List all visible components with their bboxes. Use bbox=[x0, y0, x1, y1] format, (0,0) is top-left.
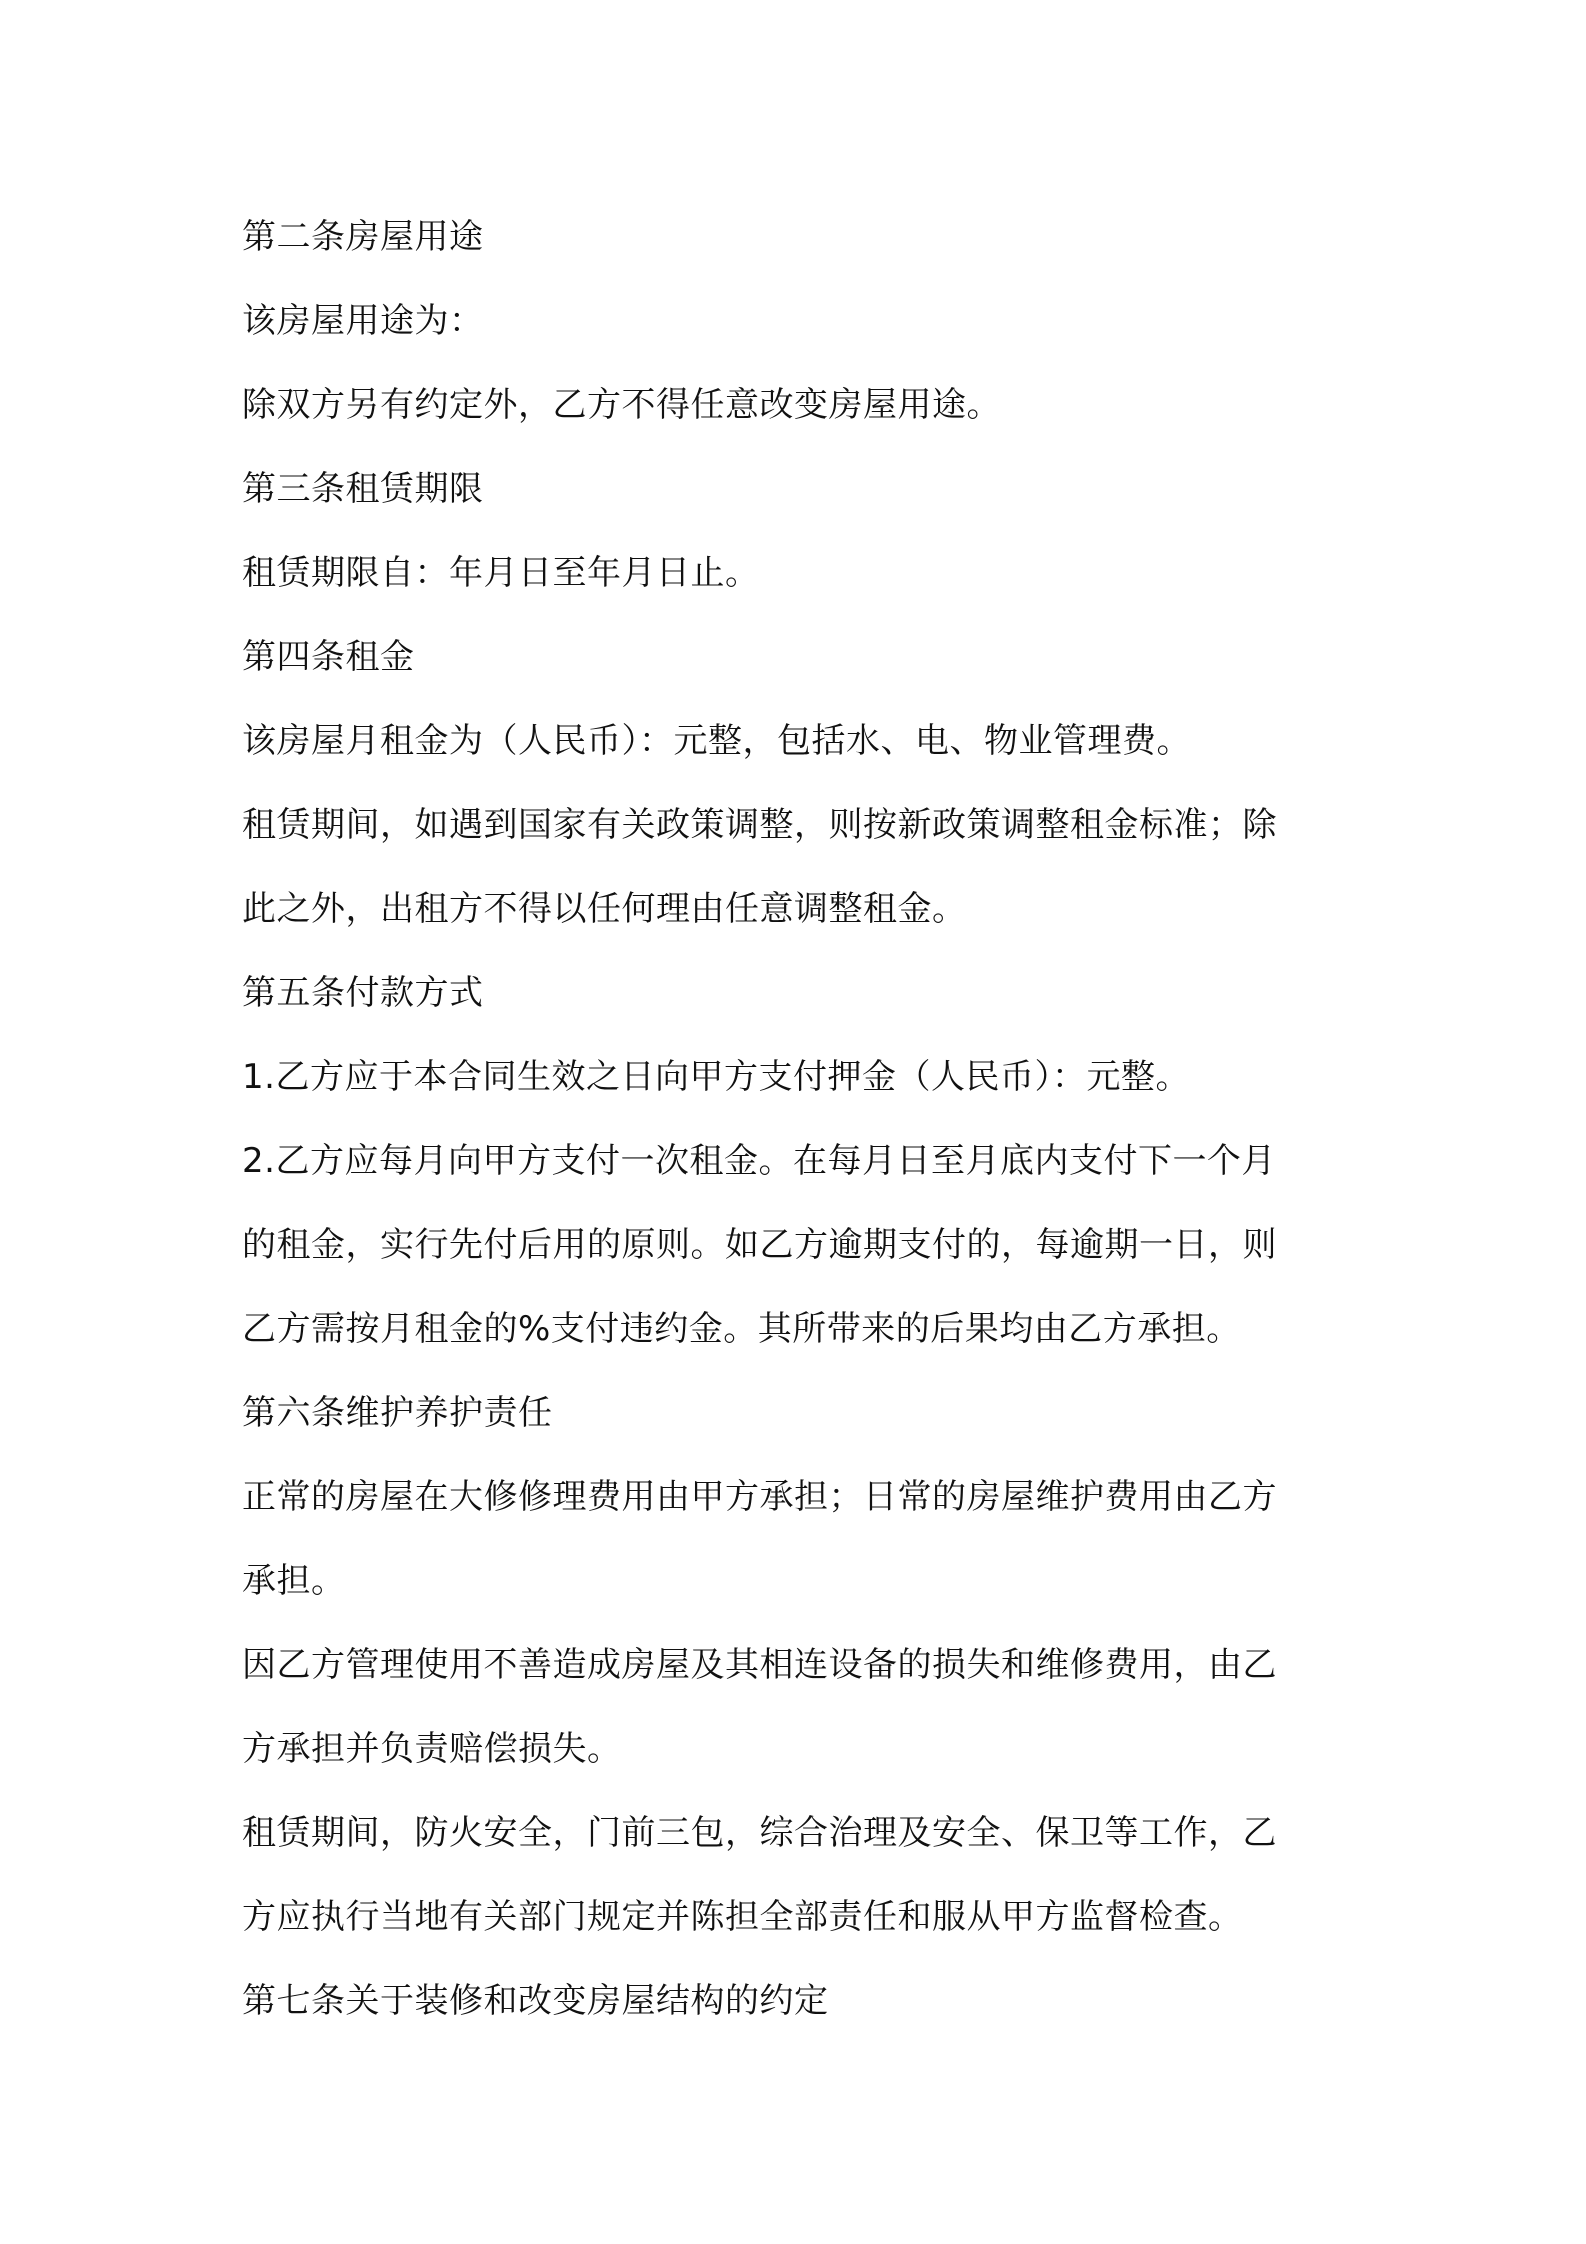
heading-article-3: 第三条租赁期限 bbox=[242, 469, 484, 509]
paragraph-line: 方承担并负责赔偿损失。 bbox=[242, 1729, 622, 1769]
paragraph-line: 正常的房屋在大修修理费用由甲方承担；日常的房屋维护费用由乙方 bbox=[242, 1477, 1277, 1517]
heading-article-5: 第五条付款方式 bbox=[242, 973, 484, 1013]
paragraph-line: 该房屋月租金为（人民币）：元整，包括水、电、物业管理费。 bbox=[242, 721, 1191, 761]
paragraph-line: 除双方另有约定外，乙方不得任意改变房屋用途。 bbox=[242, 385, 1001, 425]
paragraph-line: 2.乙方应每月向甲方支付一次租金。在每月日至月底内支付下一个月 bbox=[242, 1141, 1276, 1181]
paragraph-line: 租赁期限自：年月日至年月日止。 bbox=[242, 553, 760, 593]
document-body bbox=[242, 195, 1362, 2043]
paragraph-line: 1.乙方应于本合同生效之日向甲方支付押金（人民币）：元整。 bbox=[242, 1057, 1190, 1097]
heading-article-2: 第二条房屋用途 bbox=[242, 217, 484, 257]
paragraph-line: 承担。 bbox=[242, 1561, 346, 1601]
heading-article-6: 第六条维护养护责任 bbox=[242, 1393, 553, 1433]
paragraph-line: 此之外，出租方不得以任何理由任意调整租金。 bbox=[242, 889, 967, 929]
paragraph-line: 方应执行当地有关部门规定并陈担全部责任和服从甲方监督检查。 bbox=[242, 1897, 1243, 1937]
heading-article-4: 第四条租金 bbox=[242, 637, 415, 677]
paragraph-line: 该房屋用途为： bbox=[242, 301, 484, 341]
paragraph-line: 乙方需按月租金的%支付违约金。其所带来的后果均由乙方承担。 bbox=[242, 1309, 1241, 1349]
paragraph-line: 租赁期间，如遇到国家有关政策调整，则按新政策调整租金标准；除 bbox=[242, 805, 1277, 845]
heading-article-7: 第七条关于装修和改变房屋结构的约定 bbox=[242, 1981, 829, 2021]
paragraph-line: 租赁期间，防火安全，门前三包，综合治理及安全、保卫等工作，乙 bbox=[242, 1813, 1277, 1853]
paragraph-line: 因乙方管理使用不善造成房屋及其相连设备的损失和维修费用，由乙 bbox=[242, 1645, 1277, 1685]
paragraph-line: 的租金，实行先付后用的原则。如乙方逾期支付的，每逾期一日，则 bbox=[242, 1225, 1277, 1265]
